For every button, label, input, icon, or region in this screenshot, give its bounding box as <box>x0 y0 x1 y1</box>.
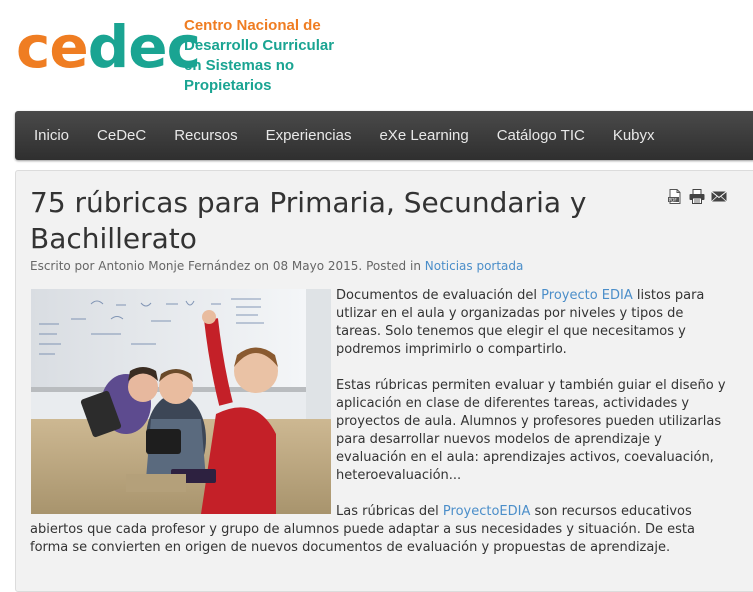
nav-item-exe-learning[interactable]: eXe Learning <box>379 127 469 144</box>
svg-text:PDF: PDF <box>668 197 677 203</box>
proyectoedia-link[interactable]: ProyectoEDIA <box>442 504 531 519</box>
nav-item-inicio[interactable]: Inicio <box>34 127 70 144</box>
nav-item-experiencias[interactable]: Experiencias <box>265 127 352 144</box>
logo-subtitle-line1: Centro Nacional de <box>184 17 321 34</box>
paragraph-3: Las rúbricas del ProyectoEDIA son recursos educativos abiertos que cada profesor y grupo de alumnos puede adaptar a sus necesidades y situación. De esta forma se convierten en origen de nuevos documentos de evaluación y propuestas de aprendizaje. <box>30 504 695 555</box>
paragraph-3-lead: Las rúbricas del ProyectoEDIA <box>336 504 531 519</box>
nav-item-kubyx[interactable]: Kubyx <box>612 127 655 144</box>
paragraph-2: Estas rúbricas permiten evaluar y también guiar el diseño y aplicación en clase de diferentes tareas, actividades y proyectos de aula. Alumnos y profesores pueden utilizarlas para desarrollar nuevos modelos de aprendizaje y evaluación en el aula: aprendizajes activos, coevaluación, heteroevaluación... <box>336 378 726 483</box>
article-body <box>30 287 727 575</box>
paragraph-1: Documentos de evaluación del Proyecto EDIA listos para utlizar en el aula y organizadas por niveles y tipos de tareas. Solo tenemos que elegir el que necesitamos y podremos imprimirlo o compartirlo. <box>336 288 705 357</box>
print-icon[interactable] <box>689 189 705 204</box>
logo-subtitle-line3: en Sistemas no Propietarios <box>184 57 295 94</box>
site-header <box>0 0 753 110</box>
logo-subtitle <box>184 16 384 96</box>
article-title[interactable]: 75 rúbricas para Primaria, Secundaria y Bachillerato <box>30 186 587 255</box>
byline-text: Escrito por Antonio Monje Fernández on 08 Mayo 2015. Posted in <box>30 259 425 273</box>
nav-item-catalogo-tic[interactable]: Catálogo TIC <box>496 127 585 144</box>
article-byline <box>30 259 523 273</box>
logo-wordmark: cedec <box>16 13 200 81</box>
nav-item-cedec[interactable]: CeDeC <box>97 127 147 144</box>
proyecto-edia-link[interactable]: Proyecto EDIA <box>541 288 633 303</box>
main-nav <box>15 111 753 160</box>
logo-subtitle-line2: Desarrollo Curricular <box>184 37 335 54</box>
article-tools <box>667 189 727 204</box>
email-icon[interactable] <box>711 189 727 204</box>
article <box>15 170 753 592</box>
pdf-icon[interactable] <box>667 189 683 204</box>
nav-item-recursos[interactable]: Recursos <box>174 127 238 144</box>
category-link[interactable]: Noticias portada <box>424 259 524 273</box>
